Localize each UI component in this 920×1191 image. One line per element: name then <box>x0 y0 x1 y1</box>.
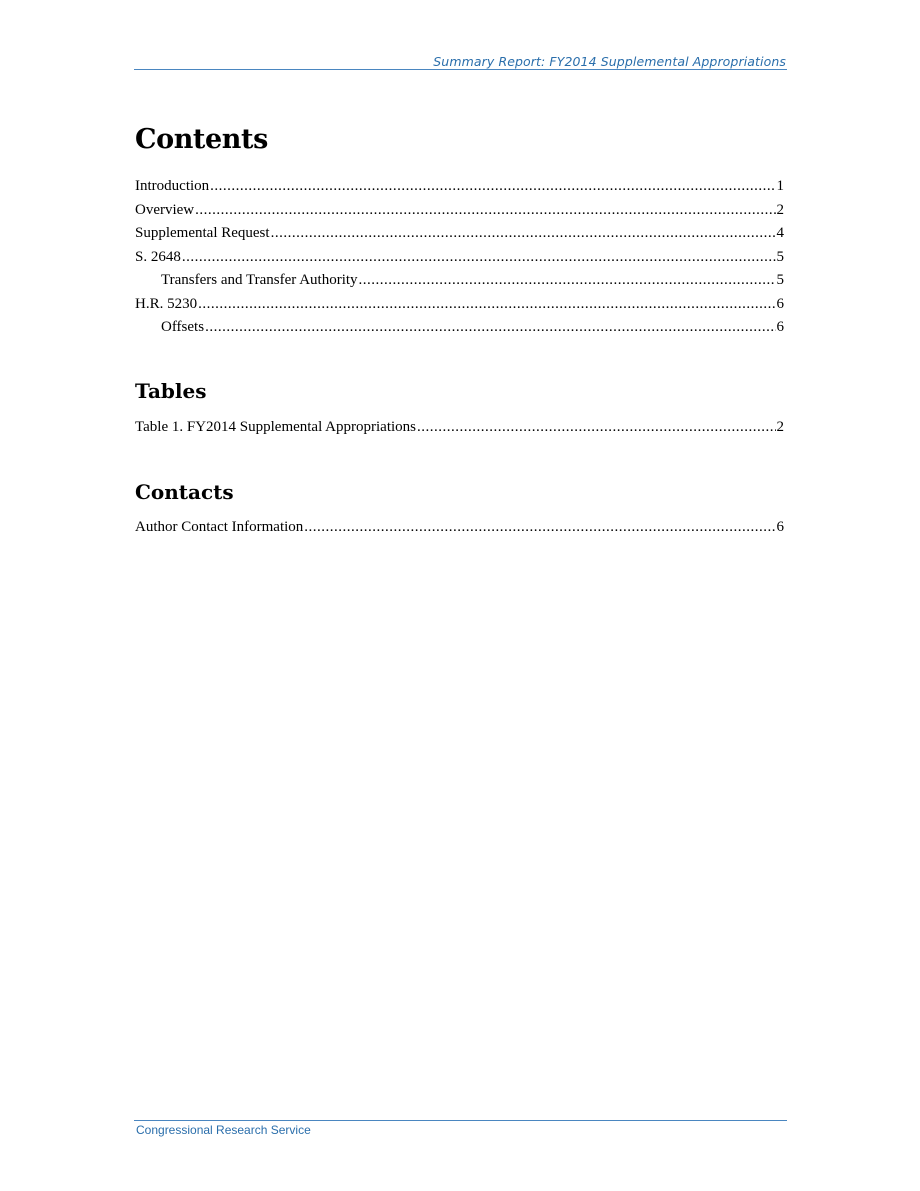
toc-entry-title: Supplemental Request <box>135 225 270 241</box>
dot-leader <box>195 202 775 219</box>
toc-entry-page: 5 <box>776 248 784 265</box>
contacts-heading: Contacts <box>135 480 234 504</box>
toc-entry-transfers-and-transfer-authority[interactable] <box>135 272 784 296</box>
dot-leader <box>210 178 775 195</box>
toc-entry-page: 6 <box>776 319 784 335</box>
toc-entry-title: Table 1. FY2014 Supplemental Appropriations <box>135 419 417 435</box>
toc-entry-page: 6 <box>776 519 784 535</box>
toc-entry-hr-5230[interactable] <box>135 296 784 320</box>
dot-leader <box>417 419 775 436</box>
dot-leader <box>271 225 776 242</box>
toc-entry-title: S. 2648 <box>135 248 181 265</box>
dot-leader <box>304 519 775 536</box>
footer-organization: Congressional Research Service <box>136 1123 311 1137</box>
toc-entry-s-2648[interactable] <box>135 249 784 273</box>
toc-entry-page: 2 <box>776 419 784 435</box>
header-rule <box>134 69 787 70</box>
toc-entry-introduction[interactable] <box>135 178 784 202</box>
toc-entry-title: Transfers and Transfer Authority <box>161 272 358 288</box>
contacts-list <box>135 519 784 543</box>
toc-entry-overview[interactable] <box>135 202 784 226</box>
toc-entry-page: 5 <box>776 272 784 288</box>
toc-entry-title: Offsets <box>161 319 205 335</box>
dot-leader <box>205 319 775 336</box>
dot-leader <box>198 296 775 313</box>
toc-entry-supplemental-request[interactable] <box>135 225 784 249</box>
running-header-title: Summary Report: FY2014 Supplemental Appropriations <box>433 54 786 69</box>
tables-list <box>135 419 784 443</box>
toc-entry-page: 4 <box>776 225 784 241</box>
toc-entry-offsets[interactable] <box>135 319 784 343</box>
toc-entry-page: 6 <box>776 295 784 312</box>
dot-leader <box>359 272 776 289</box>
toc-entry-page: 2 <box>776 201 784 218</box>
toc-entry-author-contact-information[interactable] <box>135 519 784 543</box>
footer-rule <box>134 1120 787 1121</box>
toc-entry-page: 1 <box>776 178 784 194</box>
contents-list <box>135 178 784 343</box>
toc-entry-title: H.R. 5230 <box>135 295 198 312</box>
contents-heading: Contents <box>135 124 268 155</box>
tables-heading: Tables <box>135 379 207 403</box>
toc-entry-title: Author Contact Information <box>135 519 304 535</box>
dot-leader <box>182 249 776 266</box>
toc-entry-table-1[interactable] <box>135 419 784 443</box>
toc-entry-title: Overview <box>135 201 195 218</box>
toc-entry-title: Introduction <box>135 178 210 194</box>
